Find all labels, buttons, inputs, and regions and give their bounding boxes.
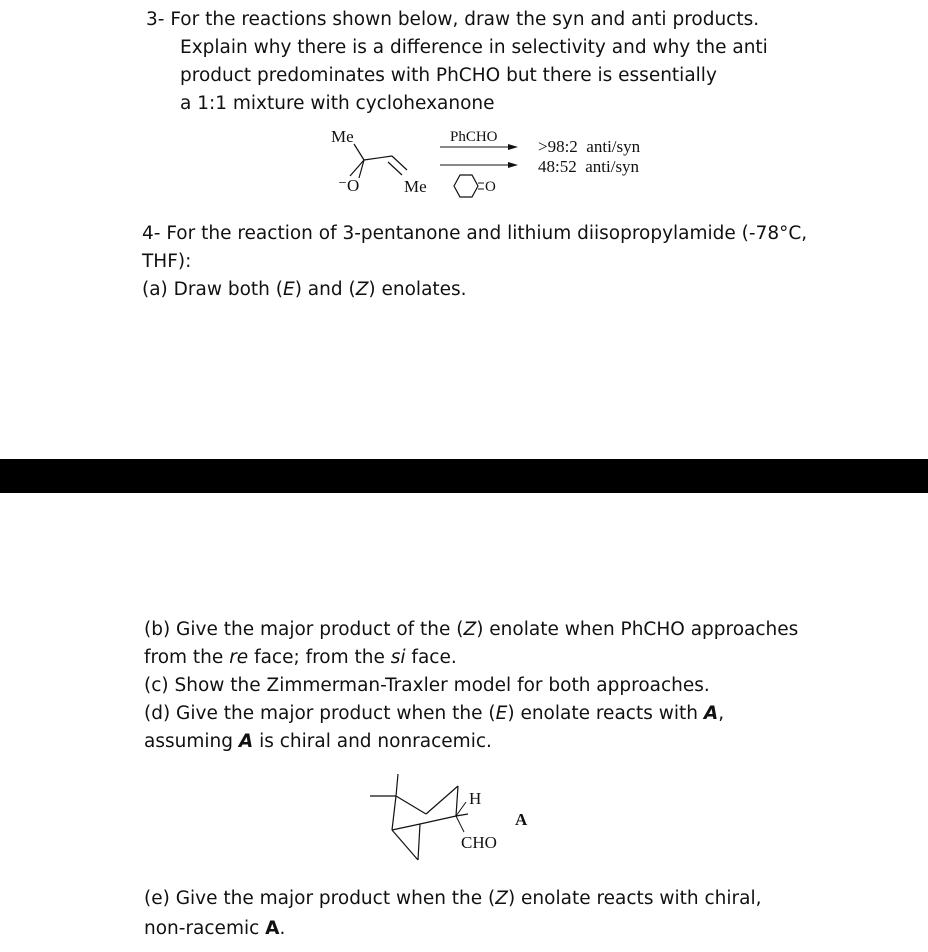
q4-part-e-line-2: non-racemic A. [144, 918, 286, 939]
arrow-top-head [508, 144, 518, 150]
question-4-parts-b-d [144, 616, 798, 756]
structure-cho-label: CHO [461, 833, 497, 852]
arrow-bottom-head [508, 162, 518, 168]
q4-part-e-line-1: (e) Give the major product when the (Z) enolate reacts with chiral, [144, 888, 762, 909]
q4-part-b-line-1: (b) Give the major product of the (Z) enolate when PhCHO approaches [144, 619, 799, 640]
scheme-result-2: 48:52 anti/syn [538, 157, 640, 176]
structure-a-label: A [515, 810, 528, 829]
scheme-me-top: Me [331, 127, 354, 146]
q4-part-d-line-1: (d) Give the major product when the (E) enolate reacts with A, [144, 703, 725, 724]
question-4-part-e [144, 884, 761, 944]
scheme-oxide: ⁻O [338, 176, 360, 195]
q4-line-1: 4- For the reaction of 3-pentanone and lithium diisopropylamide (-78°C, [142, 223, 808, 244]
q3-line-3: product predominates with PhCHO but there is essentially [180, 65, 717, 86]
q4-line-2: THF): [142, 251, 192, 272]
q4-part-d-line-2: assuming A is chiral and nonracemic. [144, 731, 492, 752]
enolate-bond-c-c [364, 156, 392, 160]
skeleton-bond-10 [392, 824, 420, 830]
q4-part-a: (a) Draw both (E) and (Z) enolates. [142, 279, 467, 300]
q4-part-c: (c) Show the Zimmerman-Traxler model for both approaches. [144, 675, 710, 696]
skeleton-bond-6 [392, 796, 396, 830]
q4-part-b-line-2: from the re face; from the si face. [144, 647, 457, 668]
question-3 [146, 6, 768, 118]
scheme-result-1: >98:2 anti/syn [538, 137, 641, 156]
skeleton-bond-7 [392, 830, 418, 860]
scheme-ketone-o: O [485, 179, 496, 195]
black-redaction-band [0, 459, 928, 493]
structure-a [360, 772, 540, 864]
skeleton-bond-4 [426, 786, 458, 814]
scheme-me-bottom: Me [404, 177, 427, 196]
bond-to-h [456, 802, 466, 816]
q3-reaction-scheme [320, 120, 700, 204]
q3-line-1: 3- For the reactions shown below, draw the syn and anti products. [146, 9, 760, 30]
question-4-intro [142, 220, 807, 304]
skeleton-bond-9 [420, 816, 456, 824]
q3-line-2: Explain why there is a difference in selectivity and why the anti [180, 37, 768, 58]
skeleton-bond-1 [396, 774, 398, 796]
skeleton-bond-5 [456, 786, 458, 816]
skeleton-bond-8 [418, 824, 420, 860]
cyclohexanone-ring [454, 175, 478, 197]
skeleton-bond-3 [396, 796, 426, 814]
structure-h-label: H [469, 789, 482, 808]
scheme-reagent-phcho: PhCHO [450, 129, 498, 145]
q3-line-4: a 1:1 mixture with cyclohexanone [180, 93, 495, 114]
enolate-bond-me [354, 144, 364, 160]
bond-to-cho [456, 816, 464, 832]
